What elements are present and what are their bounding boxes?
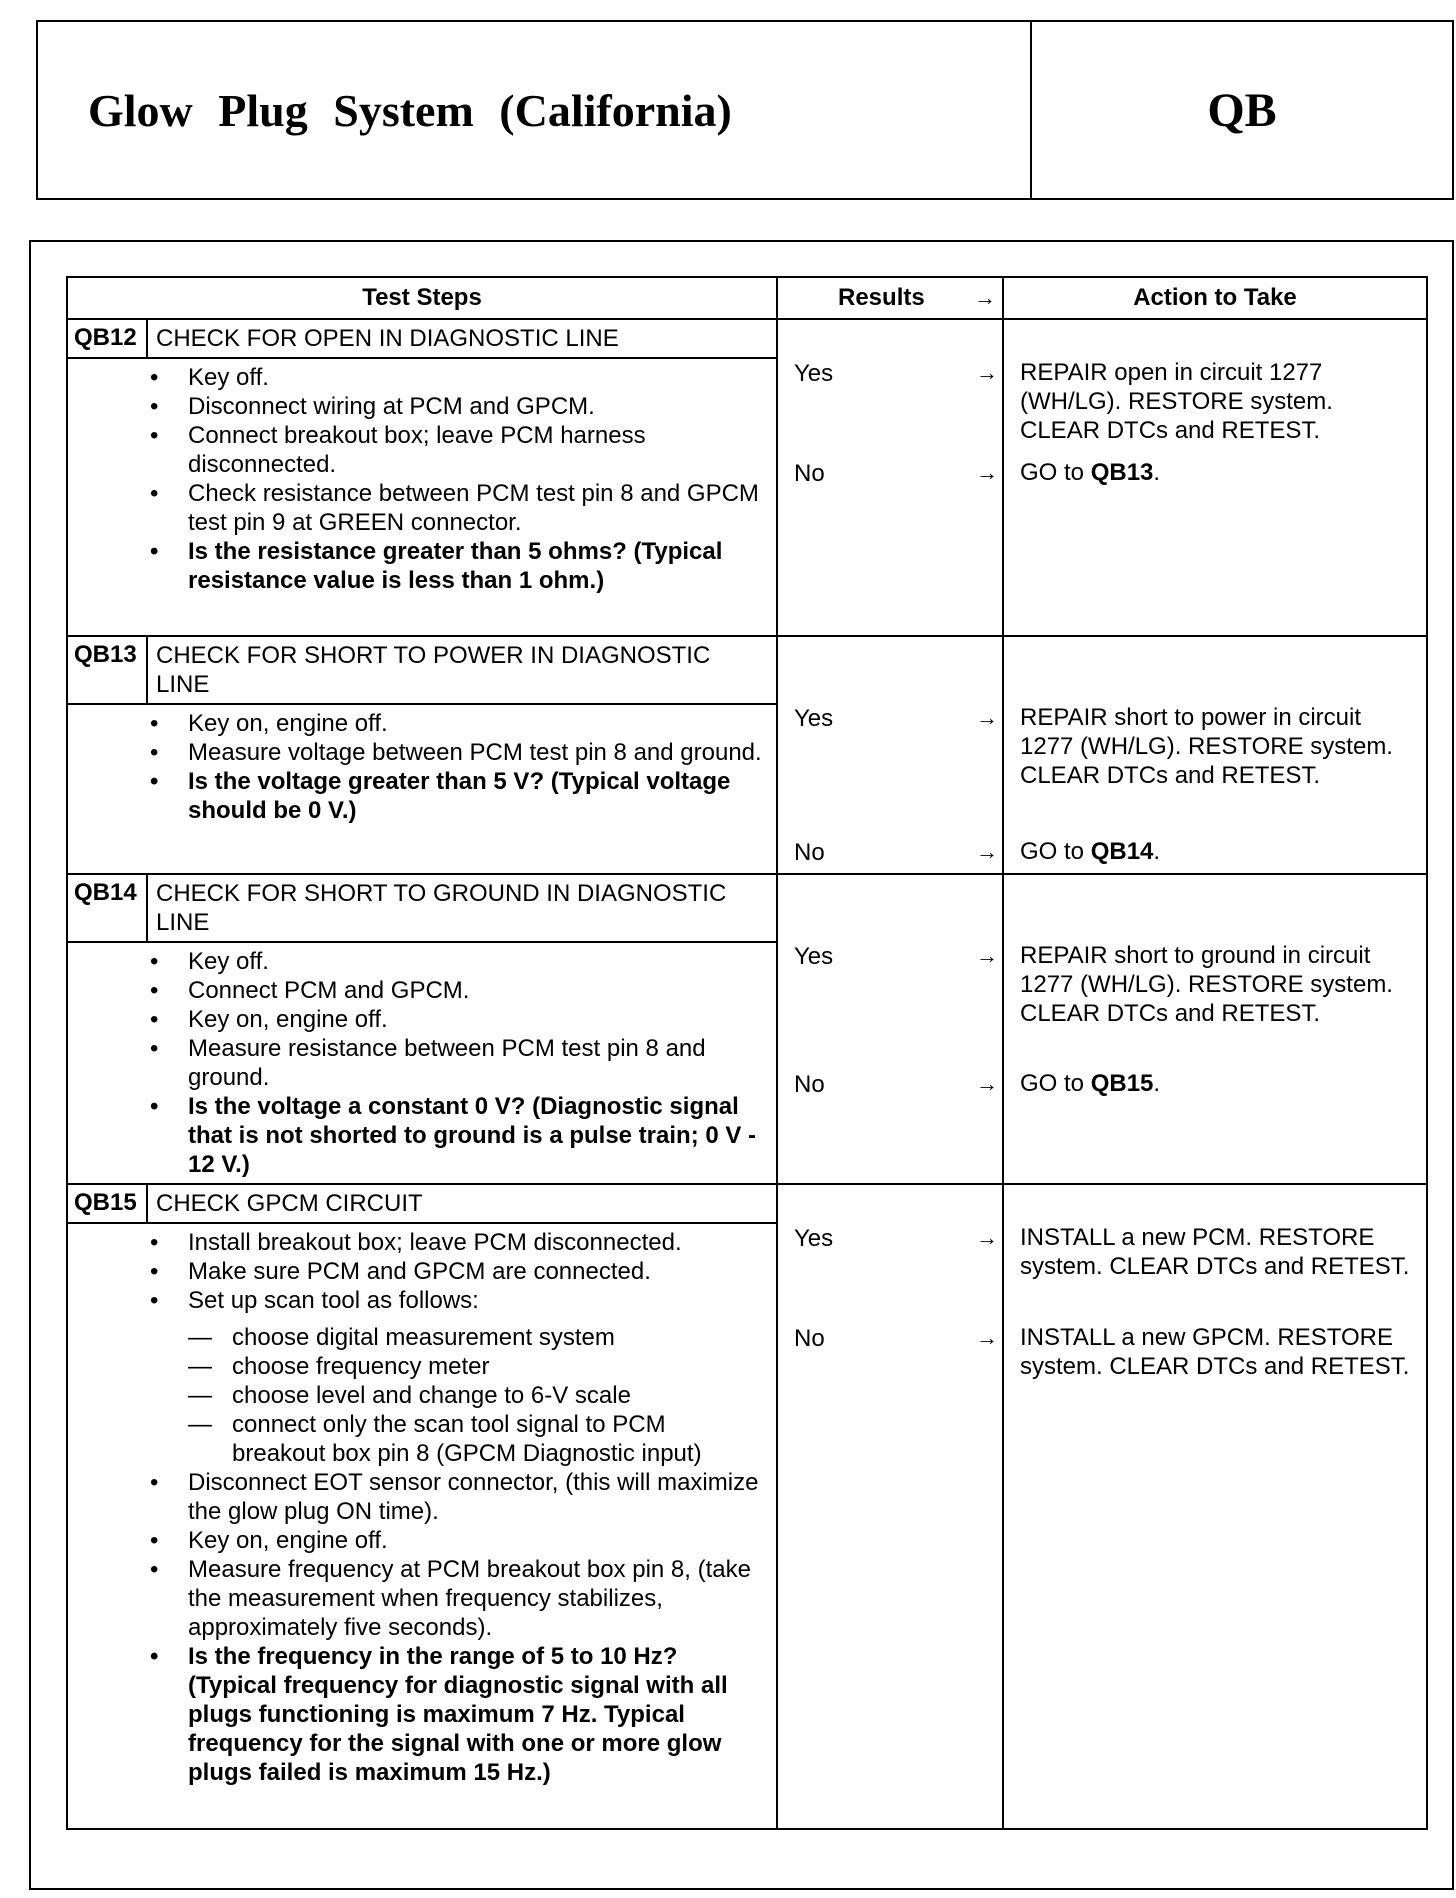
step-body <box>68 1224 776 1793</box>
step-code: QB13 <box>68 637 148 703</box>
action-text: REPAIR short to ground in circuit 1277 (WH/LG). RESTORE system. CLEAR DTCs and RETEST. <box>1020 942 1393 1027</box>
action-text: GO to QB14. <box>1020 838 1161 865</box>
list-item: • Key on, engine off. <box>148 709 762 738</box>
header-results-label: Results <box>838 284 925 311</box>
step-link: QB14 <box>1090 838 1154 865</box>
sub-list-item: — connect only the scan tool signal to PCM breakout box pin 8 (GPCM Diagnostic input) <box>148 1410 762 1468</box>
list-item: • Install breakout box; leave PCM disconnected. <box>148 1228 762 1257</box>
list-item: • Key on, engine off. <box>148 1526 762 1555</box>
page-title: Glow Plug System (California) <box>88 84 732 136</box>
action-text: GO to QB13. <box>1020 459 1161 486</box>
arrow-right-icon: → <box>976 943 998 968</box>
result-yes: Yes <box>794 943 834 970</box>
action-cell <box>1004 1185 1426 1828</box>
step-title: CHECK GPCM CIRCUIT <box>156 1190 423 1217</box>
step-title: CHECK FOR SHORT TO POWER IN DIAGNOSTIC LINE <box>156 642 711 698</box>
arrow-right-icon: → <box>976 839 998 864</box>
result-no: No <box>794 839 825 866</box>
question-item: • Is the resistance greater than 5 ohms? (Typical resistance value is less than 1 ohm.) <box>148 537 762 595</box>
step-cell <box>68 1185 778 1828</box>
step-cell <box>68 637 778 873</box>
action-text: REPAIR short to power in circuit 1277 (WH/LG). RESTORE system. CLEAR DTCs and RETEST. <box>1020 704 1393 789</box>
result-yes: Yes <box>794 705 834 732</box>
results-cell <box>778 1185 1004 1828</box>
list-item: • Measure voltage between PCM test pin 8 and ground. <box>148 738 762 767</box>
arrow-right-icon: → <box>976 1325 998 1350</box>
arrow-right-icon: → <box>976 460 998 485</box>
list-item: • Connect PCM and GPCM. <box>148 976 762 1005</box>
step-body <box>68 705 776 831</box>
header-action: Action to Take <box>1133 284 1297 311</box>
step-heading <box>68 320 776 359</box>
list-item: • Set up scan tool as follows: <box>148 1286 762 1315</box>
action-cell <box>1004 875 1426 1183</box>
action-text: INSTALL a new PCM. RESTORE system. CLEAR DTCs and RETEST. <box>1020 1224 1410 1280</box>
list-item: • Connect breakout box; leave PCM harness disconnected. <box>148 421 762 479</box>
step-link: QB13 <box>1090 459 1154 486</box>
table-row-qb15 <box>68 1185 1426 1828</box>
arrow-right-icon: → <box>976 705 998 730</box>
step-title: CHECK FOR SHORT TO GROUND IN DIAGNOSTIC LINE <box>156 880 727 936</box>
step-heading <box>68 637 776 705</box>
step-cell <box>68 320 778 635</box>
table-row-qb12 <box>68 320 1426 637</box>
table-header <box>68 278 1426 320</box>
action-cell <box>1004 320 1426 635</box>
arrow-right-icon: → <box>976 1071 998 1096</box>
results-cell <box>778 320 1004 635</box>
step-code: QB14 <box>68 875 148 941</box>
step-code: QB12 <box>68 320 148 357</box>
arrow-right-icon: → <box>976 360 998 385</box>
step-link: QB15 <box>1090 1070 1154 1097</box>
list-item: • Measure frequency at PCM breakout box pin 8, (take the measurement when frequency stabilizes, approximately five seconds). <box>148 1555 762 1642</box>
list-item: • Disconnect wiring at PCM and GPCM. <box>148 392 762 421</box>
step-heading <box>68 1185 776 1224</box>
header-results <box>778 278 1004 318</box>
step-code: QB15 <box>68 1185 148 1222</box>
question-item: • Is the voltage a constant 0 V? (Diagnostic signal that is not shorted to ground is a pulse train; 0 V - 12 V.) <box>148 1092 762 1179</box>
result-no: No <box>794 1071 825 1098</box>
list-item: • Disconnect EOT sensor connector, (this will maximize the glow plug ON time). <box>148 1468 762 1526</box>
table-row-qb14 <box>68 875 1426 1185</box>
action-text: GO to QB15. <box>1020 1070 1161 1097</box>
action-text: INSTALL a new GPCM. RESTORE system. CLEAR DTCs and RETEST. <box>1020 1324 1410 1380</box>
result-no: No <box>794 1325 825 1352</box>
results-cell <box>778 637 1004 873</box>
arrow-right-icon: → <box>976 1225 998 1250</box>
results-cell <box>778 875 1004 1183</box>
header-test-steps: Test Steps <box>68 278 778 318</box>
list-item: • Measure resistance between PCM test pin 8 and ground. <box>148 1034 762 1092</box>
page-header <box>36 20 1454 200</box>
step-heading <box>68 875 776 943</box>
step-body <box>68 943 776 1185</box>
list-item: • Check resistance between PCM test pin 8 and GPCM test pin 9 at GREEN connector. <box>148 479 762 537</box>
action-cell <box>1004 637 1426 873</box>
step-body <box>68 359 776 601</box>
question-item: • Is the frequency in the range of 5 to 10 Hz? (Typical frequency for diagnostic signal with all plugs functioning is maximum 7 Hz. Typical frequency for the signal with one or more glow plugs failed is maximum 15 Hz.) <box>148 1642 762 1787</box>
step-title: CHECK FOR OPEN IN DIAGNOSTIC LINE <box>156 325 619 352</box>
action-text: REPAIR open in circuit 1277 (WH/LG). RESTORE system. CLEAR DTCs and RETEST. <box>1020 359 1333 444</box>
result-yes: Yes <box>794 360 834 387</box>
sub-list-item: — choose frequency meter <box>148 1352 762 1381</box>
arrow-right-icon: → <box>974 285 996 310</box>
list-item: • Key off. <box>148 947 762 976</box>
result-yes: Yes <box>794 1225 834 1252</box>
sub-list-item: — choose level and change to 6-V scale <box>148 1381 762 1410</box>
step-cell <box>68 875 778 1183</box>
sub-list-item: — choose digital measurement system <box>148 1323 762 1352</box>
result-no: No <box>794 460 825 487</box>
list-item: • Key off. <box>148 363 762 392</box>
question-item: • Is the voltage greater than 5 V? (Typical voltage should be 0 V.) <box>148 767 762 825</box>
list-item: • Key on, engine off. <box>148 1005 762 1034</box>
section-code: QB <box>1030 22 1452 198</box>
table-row-qb13 <box>68 637 1426 875</box>
list-item: • Make sure PCM and GPCM are connected. <box>148 1257 762 1286</box>
diagnostic-table <box>66 276 1428 1830</box>
